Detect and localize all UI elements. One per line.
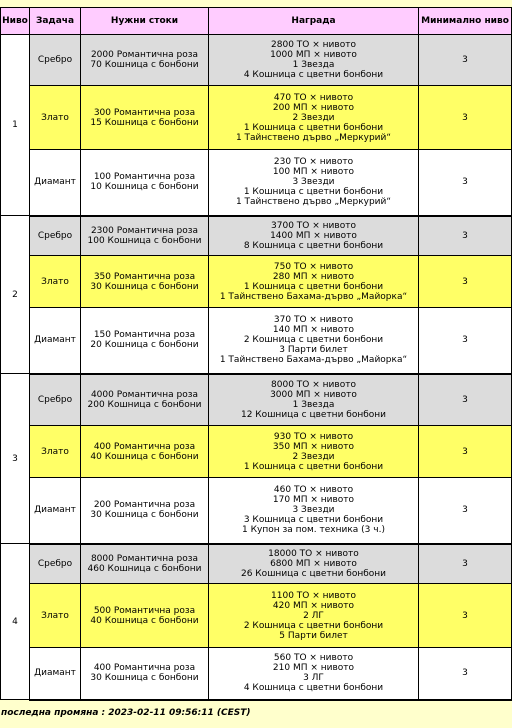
reward-line: 930 ТО × нивото [273,431,354,442]
goods-line: 2000 Романтична роза [90,50,199,60]
required-goods [81,308,209,374]
reward-line: 1 Кошница с цветни бонбони [243,187,384,198]
goods-line: 400 Романтична роза [93,663,196,674]
reward-line: 140 МП × нивото [272,325,355,336]
reward-line: 210 МП × нивото [272,663,355,674]
goods-line: 70 Кошница с бонбони [90,60,199,70]
reward-line: 230 ТО × нивото [273,157,354,168]
min-level: 3 [419,35,512,86]
table-row [1,150,512,216]
reward [209,426,419,478]
reward-line: 12 Кошница с цветни бонбони [240,409,387,420]
task-name: Диамант [30,648,81,700]
goods-line: 200 Романтична роза [93,500,196,511]
last-modified: последна промяна : 2023-02-11 09:56:11 (CEST) [1,708,251,718]
required-goods [81,216,209,256]
reward-line: 420 МП × нивото [272,600,355,611]
reward-line: 1000 МП × нивото [270,50,357,60]
min-level: 3 [419,478,512,544]
goods-line: 200 Кошница с бонбони [87,399,202,410]
reward-line: 3700 ТО × нивото [271,220,356,231]
min-level: 3 [419,256,512,308]
reward-line: 2 ЛГ [303,610,324,621]
reward-line: 1 Тайнствено Бахама-дърво „Майорка“ [219,355,408,366]
reward [209,544,419,584]
task-name: Диамант [30,478,81,544]
task-name: Диамант [30,150,81,216]
table-row [1,374,512,426]
goods-line: 460 Кошница с бонбони [87,563,202,574]
goods-line: 100 Кошница с бонбони [87,235,202,246]
min-level: 3 [419,544,512,584]
required-goods [81,256,209,308]
goods-line: 30 Кошница с бонбони [90,673,199,684]
required-goods [81,426,209,478]
reward [209,150,419,216]
goods-line: 30 Кошница с бонбони [90,510,199,521]
reward-line: 8000 ТО × нивото [271,379,356,390]
reward [209,256,419,308]
table-row [1,544,512,584]
table-row [1,86,512,150]
min-level: 3 [419,584,512,648]
task-name: Злато [30,256,81,308]
reward-line: 3 Кошница с цветни бонбони [243,515,384,526]
table-row [1,584,512,648]
reward-line: 2800 ТО × нивото [271,40,356,50]
min-level: 3 [419,150,512,216]
goods-line: 8000 Романтична роза [90,553,199,564]
table-row [1,256,512,308]
reward-line: 3 Парти билет [279,345,348,356]
reward-line: 4 Кошница с цветни бонбони [243,70,384,80]
reward-line: 1100 ТО × нивото [271,590,356,601]
reward-line: 1 Звезда [292,399,335,410]
min-level: 3 [419,308,512,374]
min-level: 3 [419,426,512,478]
required-goods [81,374,209,426]
required-goods [81,35,209,86]
reward [209,478,419,544]
goods-line: 40 Кошница с бонбони [90,615,199,626]
reward-line: 8 Кошница с цветни бонбони [243,240,384,251]
goods-line: 100 Романтична роза [93,172,196,183]
task-name: Сребро [30,544,81,584]
level-number: 4 [1,544,30,700]
min-level: 3 [419,216,512,256]
reward-line: 3 ЛГ [303,673,324,684]
task-name: Злато [30,584,81,648]
reward-line: 1 Тайнствено дърво „Меркурий“ [235,132,392,143]
reward [209,584,419,648]
reward-line: 1 Звезда [292,60,335,70]
table-row [1,478,512,544]
goods-line: 150 Романтична роза [93,330,196,341]
goods-line: 300 Романтична роза [93,107,196,118]
reward-line: 5 Парти билет [279,630,348,641]
task-name: Сребро [30,216,81,256]
required-goods [81,648,209,700]
table-row [1,308,512,374]
reward-line: 4 Кошница с цветни бонбони [243,683,384,694]
reward [209,648,419,700]
level-number: 1 [1,35,30,216]
min-level: 3 [419,648,512,700]
level-number: 2 [1,216,30,374]
table-row [1,648,512,700]
reward [209,216,419,256]
header-reward: Награда [209,8,419,35]
header-level: Ниво [1,8,30,35]
task-name: Сребро [30,374,81,426]
header-row [1,8,512,35]
header-goods: Нужни стоки [81,8,209,35]
reward-line: 2 Звезди [292,451,335,462]
reward-line: 560 ТО × нивото [273,653,354,664]
goods-line: 4000 Романтична роза [90,389,199,400]
goods-line: 2300 Романтична роза [90,225,199,236]
reward [209,308,419,374]
table-row [1,35,512,86]
reward-line: 1 Кошница с цветни бонбони [243,461,384,472]
reward-line: 1 Тайнствено дърво „Меркурий“ [235,197,392,208]
task-name: Диамант [30,308,81,374]
goods-line: 15 Кошница с бонбони [90,117,199,128]
goods-line: 10 Кошница с бонбони [90,182,199,193]
reward-line: 200 МП × нивото [272,102,355,113]
quest-table [0,7,512,701]
required-goods [81,544,209,584]
reward-line: 3000 МП × нивото [270,389,357,400]
min-level: 3 [419,374,512,426]
table-row [1,216,512,256]
goods-line: 350 Романтична роза [93,271,196,282]
quest-body [1,35,512,700]
goods-line: 40 Кошница с бонбони [90,451,199,462]
reward-line: 280 МП × нивото [272,271,355,282]
required-goods [81,86,209,150]
goods-line: 400 Романтична роза [93,441,196,452]
reward-line: 100 МП × нивото [272,167,355,178]
header-task: Задача [30,8,81,35]
reward-line: 750 ТО × нивото [273,261,354,272]
table-row [1,426,512,478]
reward-line: 18000 ТО × нивото [268,548,359,559]
reward-line: 460 ТО × нивото [273,485,354,496]
required-goods [81,478,209,544]
required-goods [81,150,209,216]
reward-line: 2 Кошница с цветни бонбони [243,335,384,346]
min-level: 3 [419,86,512,150]
reward-line: 1400 МП × нивото [270,230,357,241]
task-name: Сребро [30,35,81,86]
reward-line: 26 Кошница с цветни бонбони [240,568,387,579]
goods-line: 20 Кошница с бонбони [90,340,199,351]
reward-line: 3 Звезди [292,505,335,516]
reward-line: 1 Кошница с цветни бонбони [243,281,384,292]
task-name: Злато [30,426,81,478]
reward-line: 170 МП × нивото [272,495,355,506]
reward-line: 370 ТО × нивото [273,315,354,326]
goods-line: 30 Кошница с бонбони [90,281,199,292]
reward-line: 1 Кошница с цветни бонбони [243,122,384,133]
reward [209,35,419,86]
reward-line: 2 Кошница с цветни бонбони [243,620,384,631]
reward [209,86,419,150]
required-goods [81,584,209,648]
reward-line: 470 ТО × нивото [273,92,354,103]
reward-line: 6800 МП × нивото [270,558,357,569]
level-number: 3 [1,374,30,544]
reward-line: 350 МП × нивото [272,441,355,452]
task-name: Злато [30,86,81,150]
reward-line: 3 Звезди [292,177,335,188]
reward [209,374,419,426]
reward-line: 2 Звезди [292,112,335,123]
reward-line: 1 Купон за пом. техника (3 ч.) [242,525,385,536]
goods-line: 500 Романтична роза [93,605,196,616]
header-min-level: Минимално ниво [419,8,512,35]
reward-line: 1 Тайнствено Бахама-дърво „Майорка“ [219,291,408,302]
